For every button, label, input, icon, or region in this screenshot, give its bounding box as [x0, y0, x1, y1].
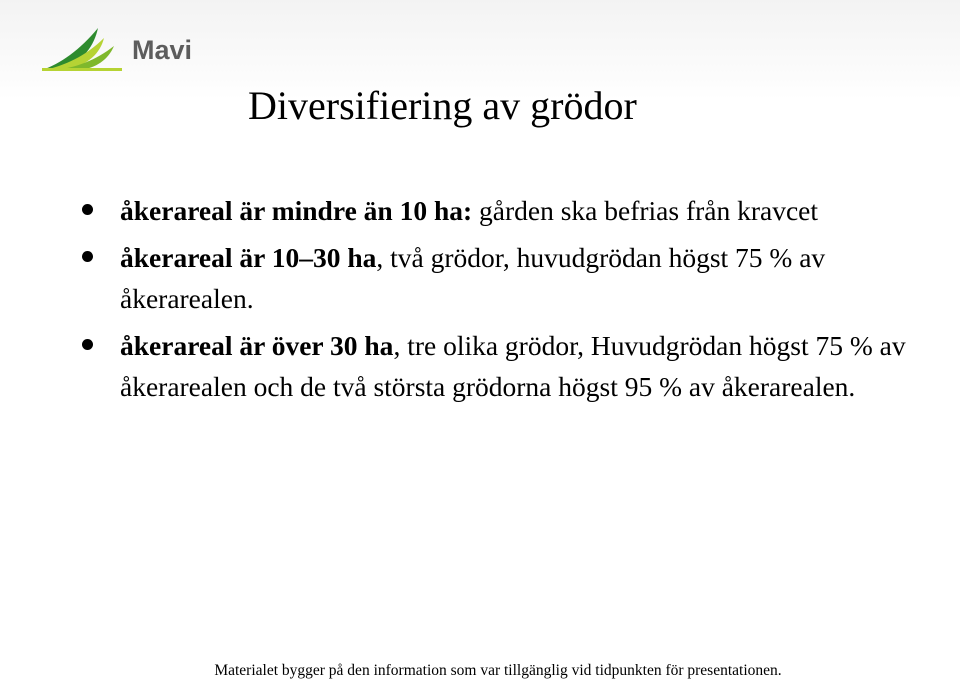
bullet-item	[82, 190, 932, 231]
bullet-list	[82, 190, 932, 413]
bullet-text: , två grödor, huvudgrödan högst 75 % av åkerarealen.	[120, 242, 826, 314]
bullet-item	[82, 237, 932, 319]
bullet-text: gården ska befrias från kravcet	[472, 195, 819, 226]
bullet-bold-text: åkerareal är mindre än 10 ha:	[120, 195, 473, 226]
bullet-dot-icon	[82, 251, 93, 262]
mavi-logo	[40, 24, 200, 76]
slide-title: Diversifiering av grödor	[248, 83, 637, 128]
footer-note: Materialet bygger på den information som var tillgänglig vid tidpunkten för presentationen.	[214, 662, 782, 679]
bullet-dot-icon	[82, 339, 93, 350]
bullet-item	[82, 325, 932, 407]
bullet-bold-text: åkerareal är över 30 ha	[120, 330, 394, 361]
bullet-bold-text: åkerareal är 10–30 ha	[120, 242, 377, 273]
logo-text: Mavi	[132, 35, 193, 65]
bullet-text: , tre olika grödor, Huvudgrödan högst 75 % av åkerarealen och de två största grödorna högst 95 % av åkerarealen.	[120, 330, 906, 402]
bullet-dot-icon	[82, 204, 93, 215]
